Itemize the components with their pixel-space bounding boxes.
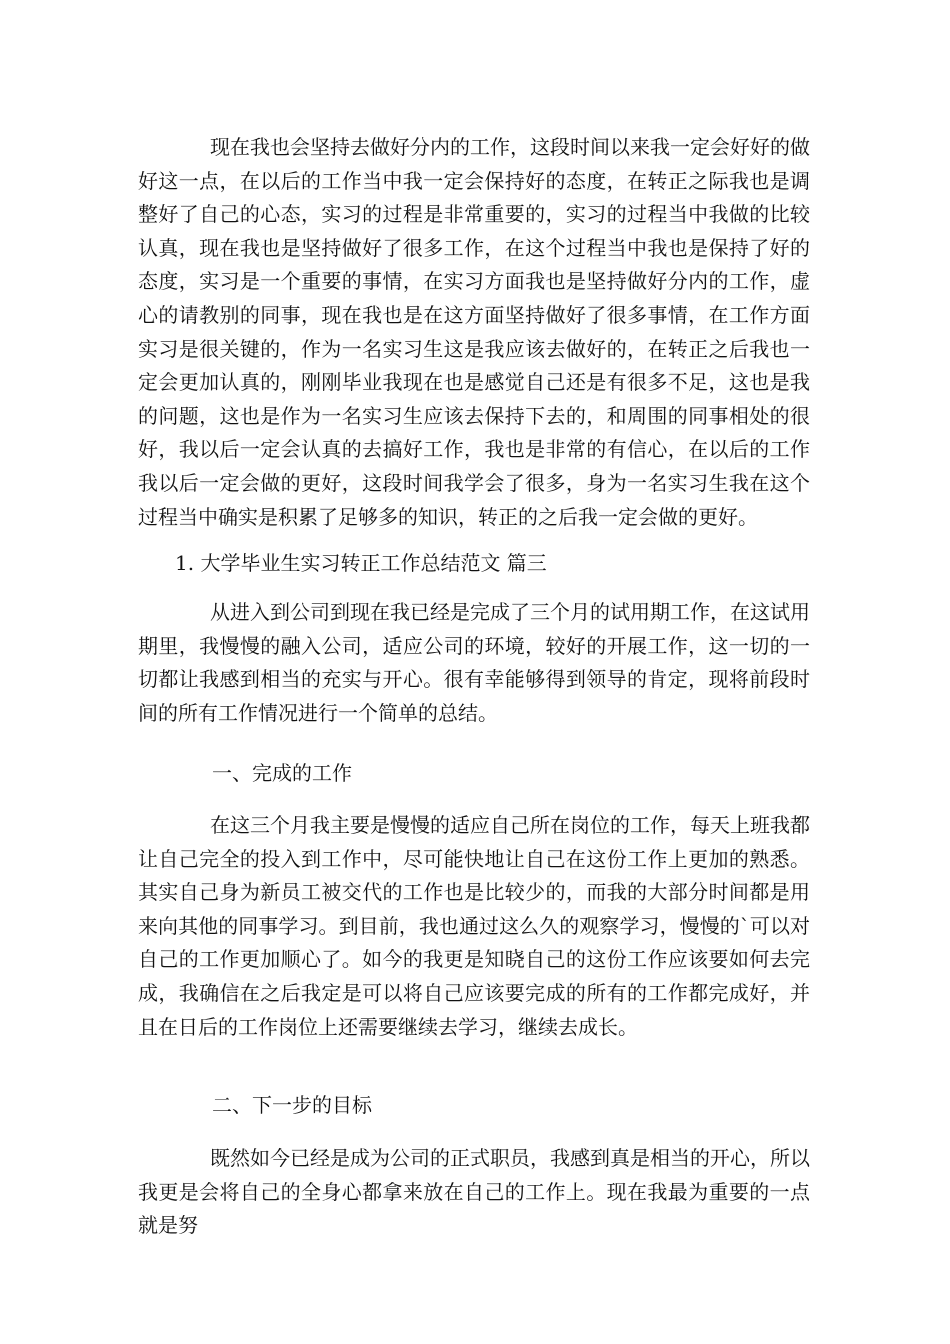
subheading-next-goal: 二、下一步的目标 (212, 1093, 372, 1117)
paragraph-3 (138, 809, 810, 1044)
paragraph-1-text: 现在我也会坚持去做好分内的工作，这段时间以来我一定会好好的做好这一点，在以后的工作当中我一定会保持好的态度，在转正之际我也是调整好了自己的心态，实习的过程是非常重要的，实习的过程当中我做的比较认真，现在我也是坚持做好了很多工作，在这个过程当中我也是保持了好的态度，实习是一个重要的事情，在实习方面我也是坚持做好分内的工作，虚心的请教别的同事，现在我也是在这方面坚持做好了很多事情，在工作方面实习是很关键的，作为一名实习生这是我应该去做好的，在转正之后我也一定会更加认真的，刚刚毕业我现在也是感觉自己还是有很多不足，这也是我的问题，这也是作为一名实习生应该去保持下去的，和周围的同事相处的很好，我以后一定会认真的去搞好工作，我也是非常的有信心，在以后的工作我以后一定会做的更好，这段时间我学会了很多，身为一名实习生我在这个过程当中确实是积累了足够多的知识，转正的之后我一定会做的更好。 (138, 135, 810, 529)
subheading-completed-work: 一、完成的工作 (212, 761, 352, 785)
paragraph-2 (138, 596, 810, 730)
paragraph-1 (138, 131, 810, 534)
paragraph-4-text: 既然如今已经是成为公司的正式职员，我感到真是相当的开心，所以我更是会将自己的全身心都拿来放在自己的工作上。现在我最为重要的一点就是努 (138, 1146, 810, 1238)
paragraph-2-text: 从进入到公司到现在我已经是完成了三个月的试用期工作，在这试用期里，我慢慢的融入公司，适应公司的环境，较好的开展工作，这一切的一切都让我感到相当的充实与开心。很有幸能够得到领导的肯定，现将前段时间的所有工作情况进行一个简单的总结。 (138, 600, 810, 725)
paragraph-3-text: 在这三个月我主要是慢慢的适应自己所在岗位的工作，每天上班我都让自己完全的投入到工作中，尽可能快地让自己在这份工作上更加的熟悉。其实自己身为新员工被交代的工作也是比较少的，而我的大部分时间都是用来向其他的同事学习。到目前，我也通过这么久的观察学习，慢慢的`可以对自己的工作更加顺心了。如今的我更是知晓自己的这份工作应该要如何去完成，我确信在之后我定是可以将自己应该要完成的所有的工作都完成好，并且在日后的工作岗位上还需要继续去学习，继续去成长。 (138, 813, 810, 1039)
paragraph-4 (138, 1142, 810, 1243)
section-heading: 1. 大学毕业生实习转正工作总结范文 篇三 (175, 551, 547, 575)
